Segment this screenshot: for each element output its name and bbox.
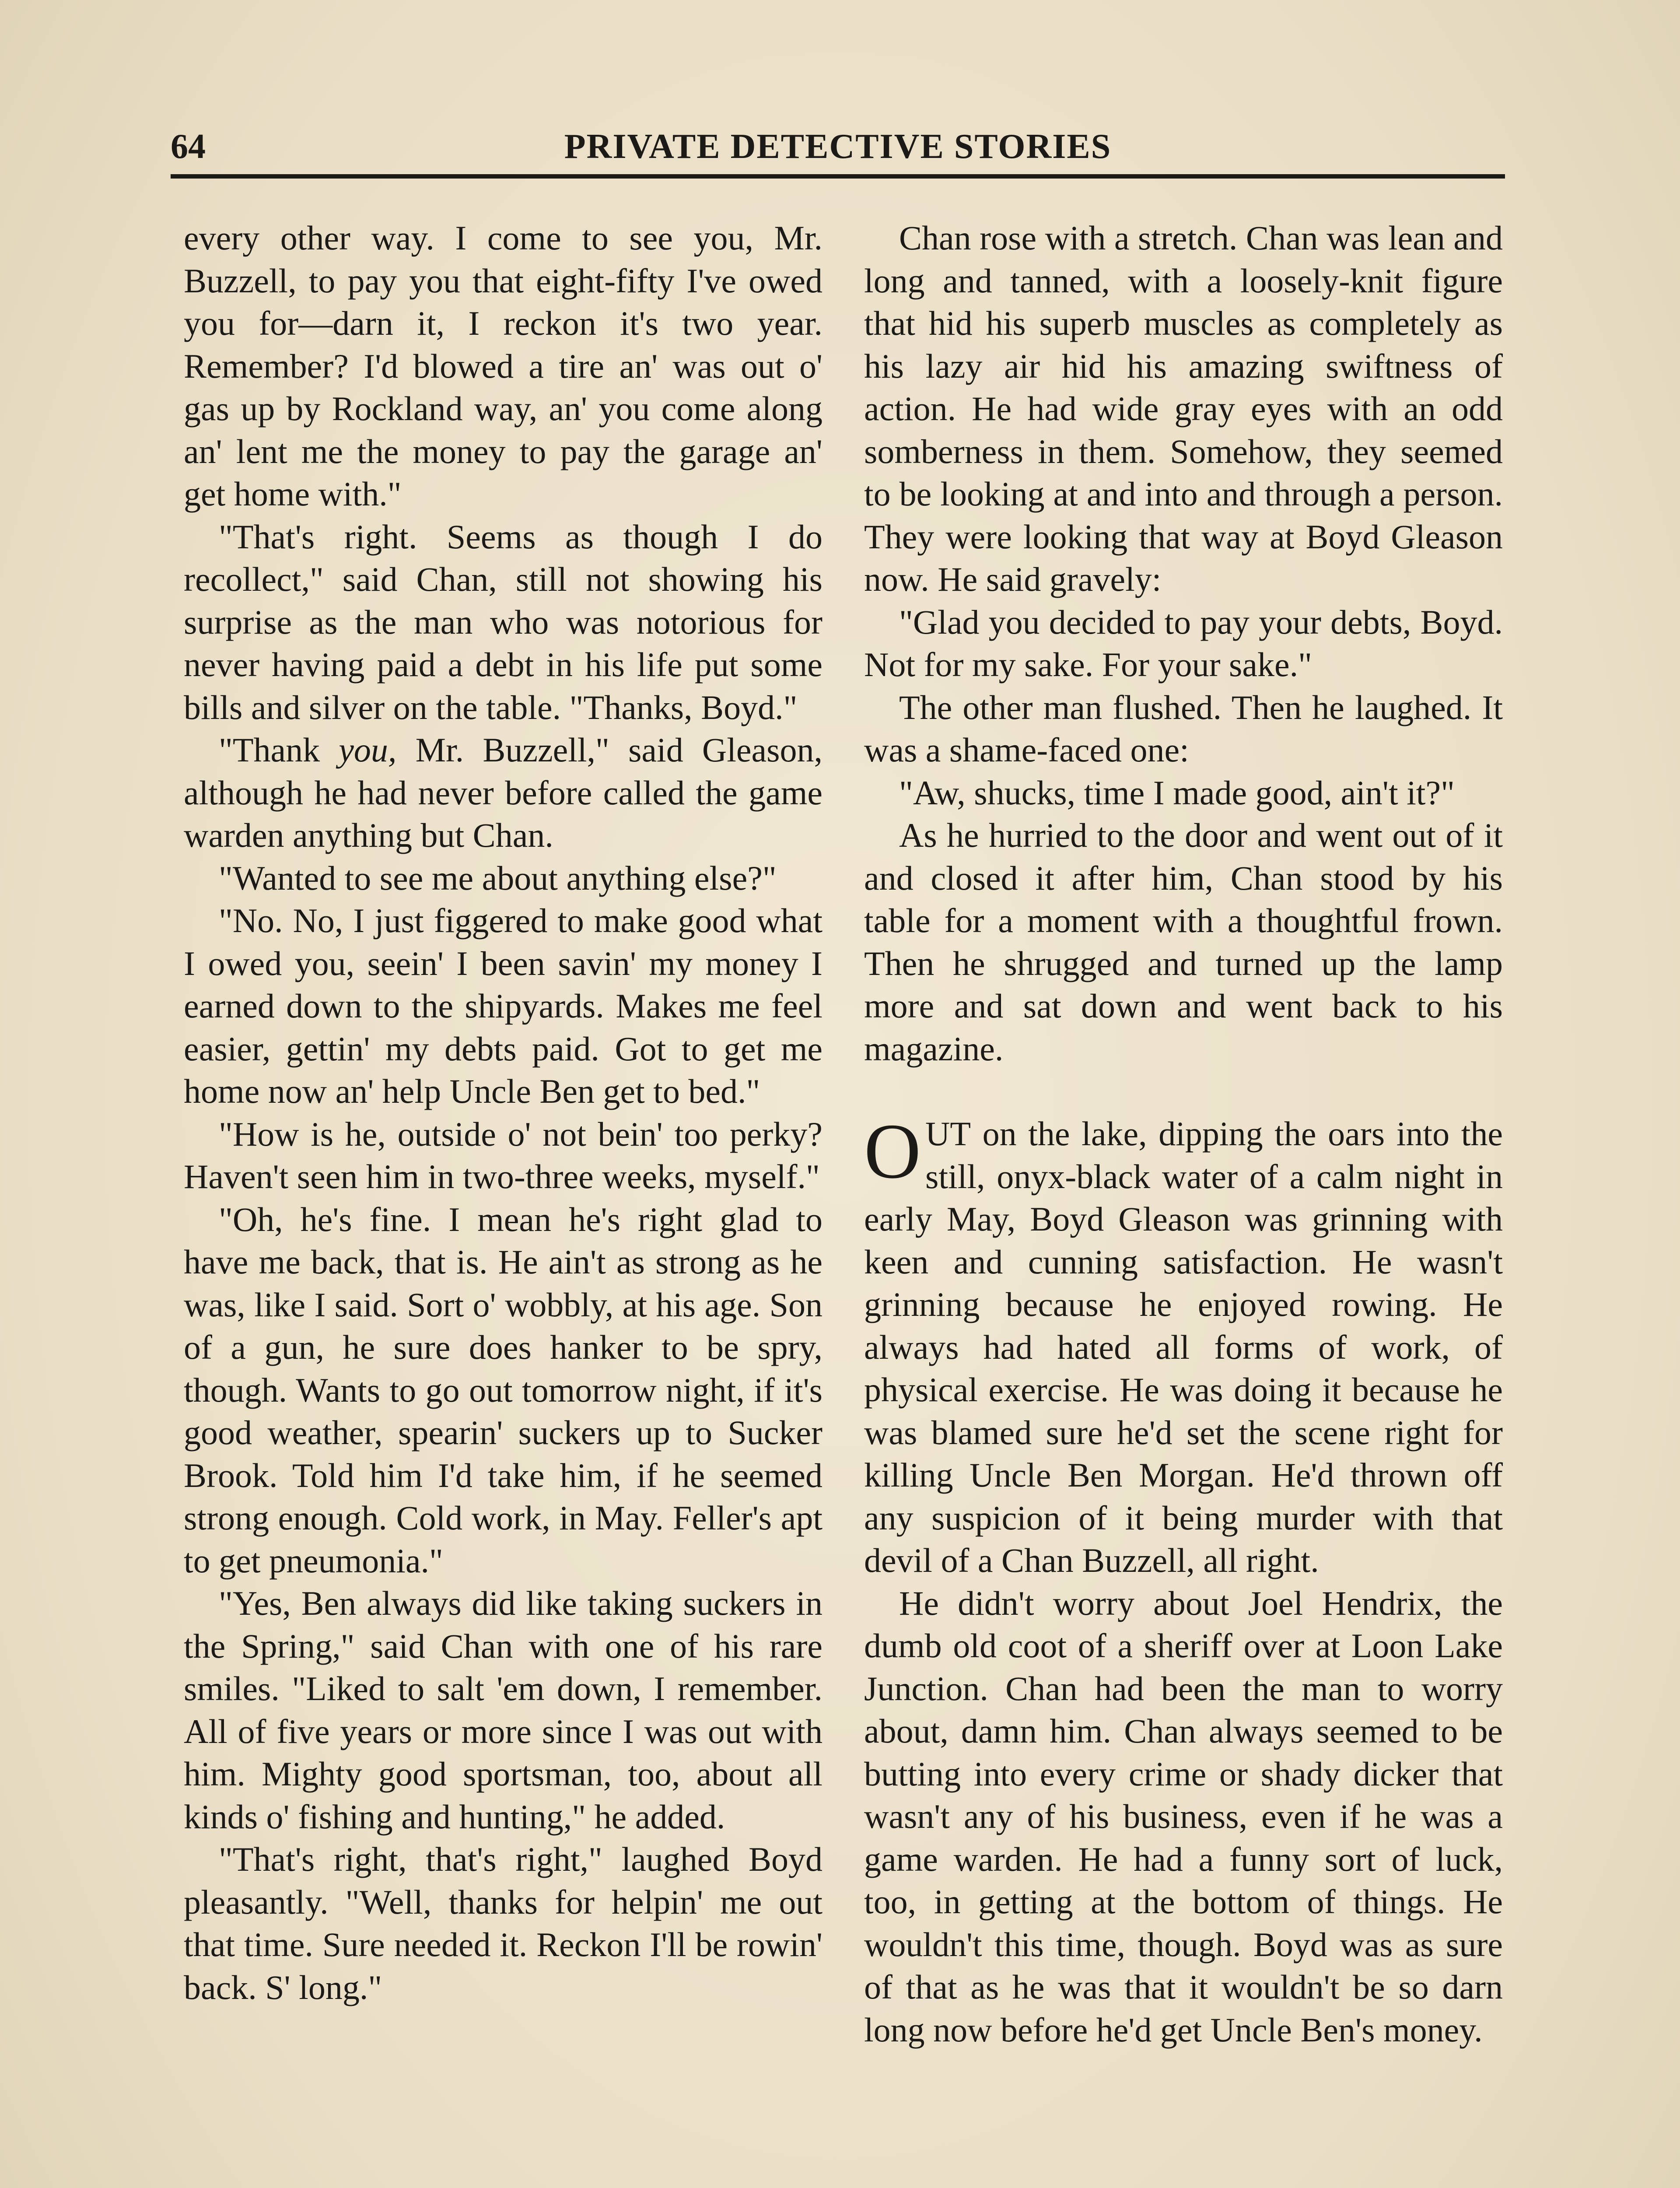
paragraph: As he hurried to the door and went out of it and closed it after him, Chan stood by his table for a moment with a thoughtful frown. Then he shrugged and turned up the lamp more and sat down and went back to his magazine. xyxy=(864,816,1503,1068)
paragraph: "How is he, outside o' not bein' too perky? Haven't seen him in two-three weeks, myself." xyxy=(184,1115,822,1196)
drop-cap: O xyxy=(864,1108,921,1195)
text-run: "Thank xyxy=(219,731,339,769)
paragraph: every other way. I come to see you, Mr. Buzzell, to pay you that eight-fifty I've owed you for—darn it, I reckon it's two year. Remember? I'd blowed a tire an' was out o' gas up by Rockland way, an' you come along an' lent me the money to pay the garage an' get home with." xyxy=(184,219,822,513)
running-title: PRIVATE DETECTIVE STORIES xyxy=(564,127,1112,166)
paragraph: "That's right. Seems as though I do recollect," said Chan, still not showing his surprise as the man who was notorious for never having paid a debt in his life put some bills and silver on the table. "Thanks, Boyd." xyxy=(184,517,822,726)
paragraph: "No. No, I just figgered to make good what I owed you, seein' I been savin' my money I earned down to the shipyards. Makes me feel easier, gettin' my debts paid. Got to get me home now an' help Uncle Ben get to bed." xyxy=(184,901,822,1110)
page-header xyxy=(171,118,1505,166)
paragraph: "Glad you decided to pay your debts, Boyd. Not for my sake. For your sake." xyxy=(864,603,1503,684)
page-number: 64 xyxy=(171,127,206,166)
paragraph: "Aw, shucks, time I made good, ain't it?" xyxy=(899,773,1455,812)
paragraph: Chan rose with a stretch. Chan was lean and long and tanned, with a loosely-knit figure that hid his superb muscles as completely as his lazy air hid his amazing swiftness of action. He had wide gray eyes with an odd somberness in them. Somehow, they seemed to be looking at and into and through a person. They were looking that way at Boyd Gleason now. He said gravely: xyxy=(864,219,1503,598)
section-opening-paragraph xyxy=(864,1108,1503,1582)
left-column xyxy=(184,217,822,2009)
paragraph: "Yes, Ben always did like taking suckers in the Spring," said Chan with one of his rare smiles. "Liked to salt 'em down, I remember. All of five years or more since I was out with him. Mighty good sportsman, too, about all kinds o' fishing and hunting," he added. xyxy=(184,1584,822,1836)
lead-in-caps: UT xyxy=(925,1115,971,1153)
right-column xyxy=(864,217,1503,2051)
paragraph: "Wanted to see me about anything else?" xyxy=(219,859,777,897)
paragraph: "That's right, that's right," laughed Boyd pleasantly. "Well, thanks for helpin' me out that time. Sure needed it. Reckon I'll be rowin' back. S' long." xyxy=(184,1840,822,2006)
paragraph: He didn't worry about Joel Hendrix, the dumb old coot of a sheriff over at Loon Lake Junction. Chan had been the man to worry about, damn him. Chan always seemed to be butting into every crime or shady dicker that wasn't any of his business, even if he was a game warden. He had a funny sort of luck, too, in getting at the bottom of things. He wouldn't this time, though. Boyd was as sure of that as he was that it wouldn't be so darn long now before he'd get Uncle Ben's money. xyxy=(864,1584,1503,2049)
paragraph: "Oh, he's fine. I mean he's right glad to have me back, that is. He ain't as strong as he was, like I said. Sort o' wobbly, at his age. Son of a gun, he sure does hanker to be spry, though. Wants to go out tomorrow night, if it's good weather, spearin' suckers up to Sucker Brook. Told him I'd take him, if he seemed strong enough. Cold work, in May. Feller's apt to get pneumonia." xyxy=(184,1200,822,1580)
italic-word: you, xyxy=(339,731,397,769)
text-run: on the lake, dipping the oars into the still, onyx-black water of a calm night in early May, Boyd Gleason was grinning with keen and cunning satisfaction. He wasn't grinning because he enjoyed rowing. He always had hated all forms of work, of physical exercise. He was doing it because he was blamed sure he'd set the scene right for killing Uncle Ben Morgan. He'd thrown off any suspicion of it being murder with that devil of a Chan Buzzell, all right. xyxy=(864,1115,1503,1579)
text-run: Mr. Buzzell," said Gleason, although he had never before called the game warden anything but Chan. xyxy=(184,731,822,854)
paragraph xyxy=(184,729,822,857)
paragraph: The other man flushed. Then he laughed. It was a shame-faced one: xyxy=(864,688,1503,769)
header-rule xyxy=(171,174,1505,179)
